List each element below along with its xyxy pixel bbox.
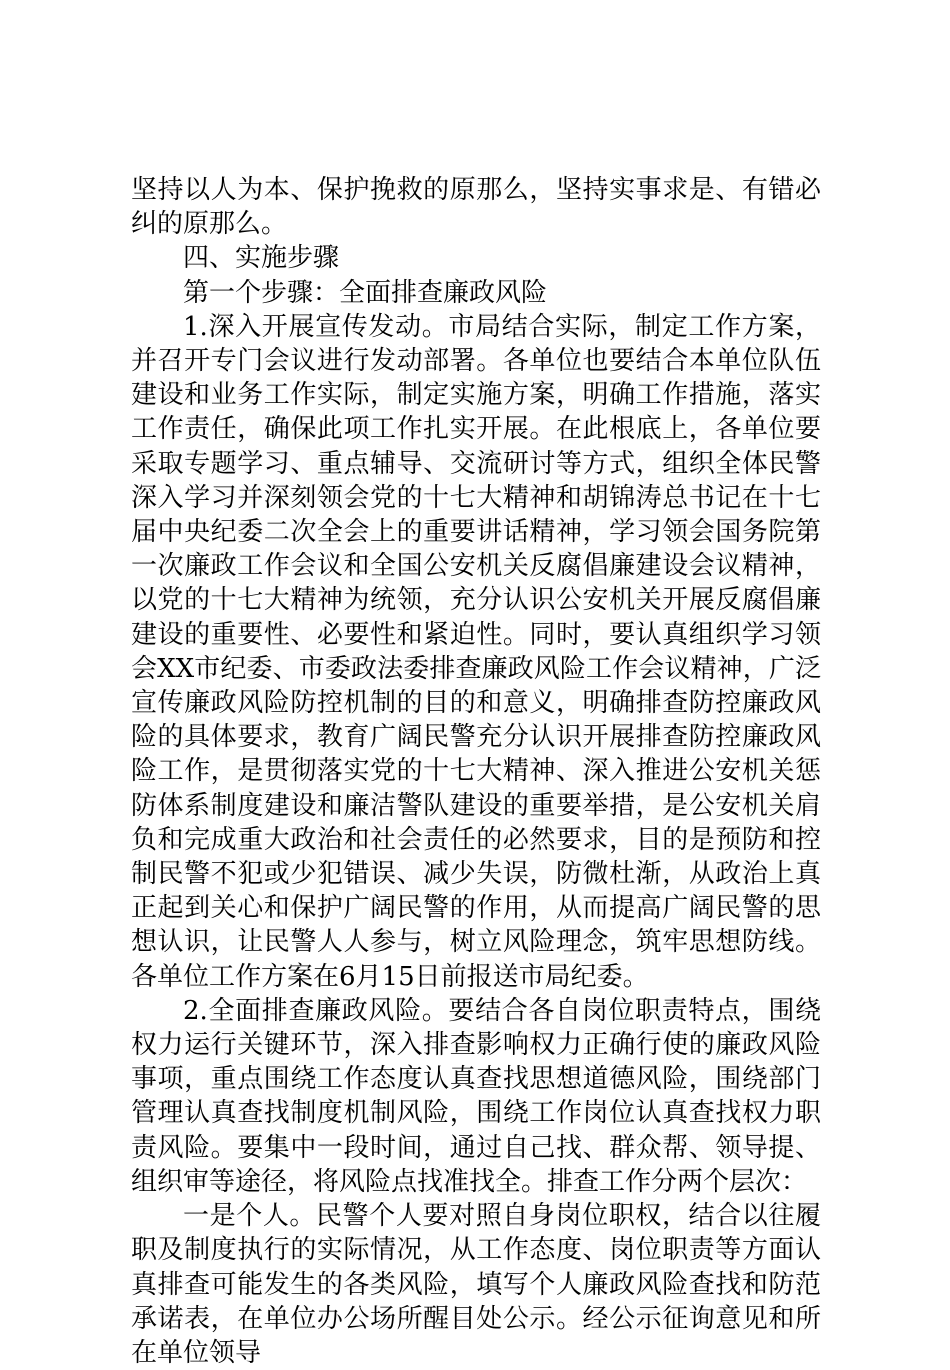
paragraph-principles: 坚持以人为本、保护挽救的原那么，坚持实事求是、有错必纠的原那么。	[131, 175, 821, 240]
heading-implementation-steps: 四、实施步骤	[183, 243, 340, 274]
document-page	[131, 173, 821, 1370]
heading-step-one: 第一个步骤：全面排查廉政风险	[183, 277, 548, 308]
paragraph-publicity: 1.深入开展宣传发动。市局结合实际，制定工作方案，并召开专门会议进行发动部署。各单位也要结合本单位队伍建设和业务工作实际，制定实施方案，明确工作措施，落实工作责任，确保此项工作扎实开展。在此根底上，各单位要采取专题学习、重点辅导、交流研讨等方式，组织全体民警深入学习并深刻领会党的十七大精神和胡锦涛总书记在十七届中央纪委二次全会上的重要讲话精神，学习领会国务院第一次廉政工作会议和全国公安机关反腐倡廉建设会议精神，以党的十七大精神为统领，充分认识公安机关开展反腐倡廉建设的重要性、必要性和紧迫性。同时，要认真组织学习领会XX市纪委、市委政法委排查廉政风险工作会议精神，广泛宣传廉政风险防控机制的目的和意义，明确排查防控廉政风险的具体要求，教育广阔民警充分认识开展排查防控廉政风险工作，是贯彻落实党的十七大精神、深入推进公安机关惩防体系制度建设和廉洁警队建设的重要举措，是公安机关肩负和完成重大政治和社会责任的必然要求，目的是预防和控制民警不犯或少犯错误、减少失误，防微杜渐，从政治上真正起到关心和保护广阔民警的作用，从而提高广阔民警的思想认识，让民警人人参与，树立风险理念，筑牢思想防线。各单位工作方案在6月15日前报送市局纪委。	[131, 311, 821, 992]
paragraph-individual: 一是个人。民警个人要对照自身岗位职权，结合以往履职及制度执行的实际情况，从工作态度、岗位职责等方面认真排查可能发生的各类风险，填写个人廉政风险查找和防范承诺表，在单位办公场所醒目处公示。经公示征询意见和所在单位领导	[131, 1201, 821, 1368]
paragraph-risk-check: 2.全面排查廉政风险。要结合各自岗位职责特点，围绕权力运行关键环节，深入排查影响权力正确行使的廉政风险事项，重点围绕工作态度认真查找思想道德风险，围绕部门管理认真查找制度机制风险，围绕工作岗位认真查找权力职责风险。要集中一段时间，通过自己找、群众帮、领导提、组织审等途径，将风险点找准找全。排查工作分两个层次：	[131, 995, 821, 1197]
